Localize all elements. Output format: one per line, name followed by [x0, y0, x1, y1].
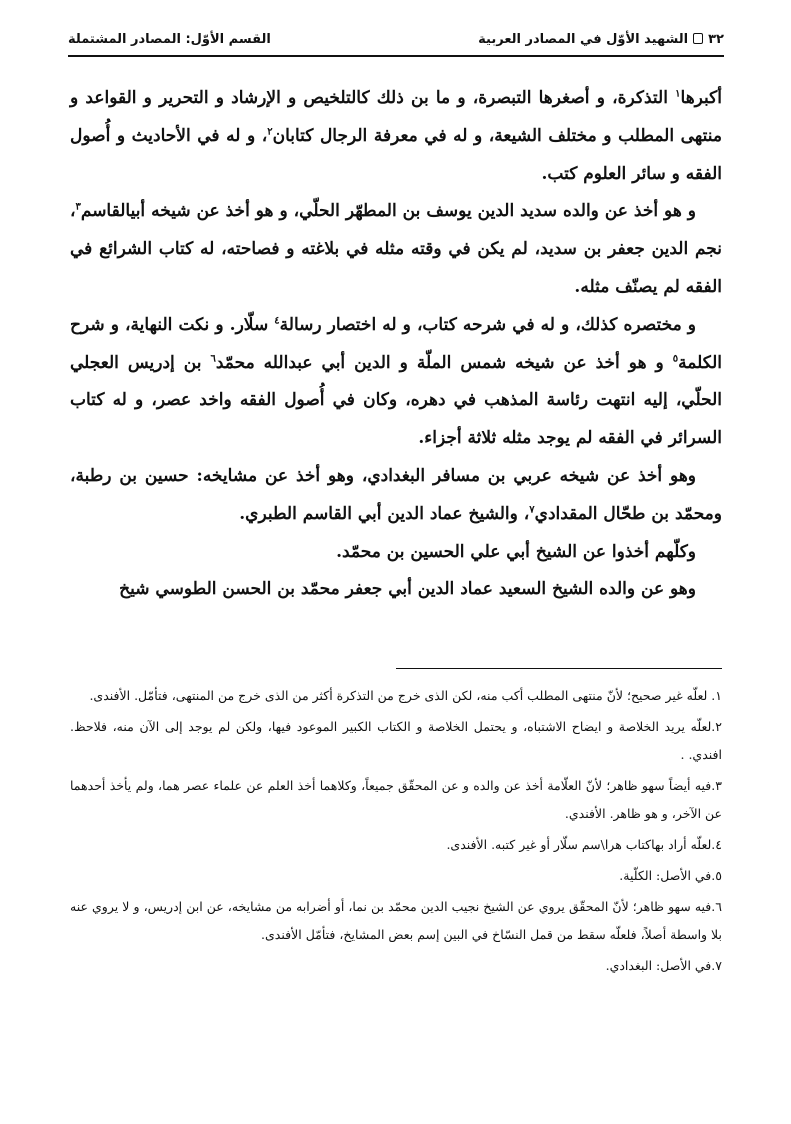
text-run: أكبرها — [680, 88, 722, 108]
footnote-number: ٣. — [711, 778, 722, 793]
footnote-text: فيه أيضاً سهو ظاهر؛ لأنّ العلّامة أخذ عن والده و عن المحقّق جميعاً، وكلاهما أخذ العلم عن علماء عصر هما، ولم يأخذ أحدهما عن الآخر، و هو ظاهر. الأفندي. — [70, 778, 722, 821]
footnote-number: ١. — [707, 688, 722, 703]
footnote-text: لعلّه أراد بهاكتاب هرا\سم سلّار أو غير كتبه. الأفندى. — [446, 837, 712, 852]
paragraph-6: وهو عن والده الشيخ السعيد عماد الدين أبي جعفر محمّد بن الحسن الطوسي شيخ — [119, 579, 696, 600]
footnote-divider — [396, 668, 722, 669]
footnote-ref-4: ٤ — [274, 315, 280, 327]
footnote-5 — [70, 862, 722, 890]
footnote-text: لعلّه غير صحيح؛ لأنّ منتهى المطلب أكب منه، لكن الذى خرج من التذكرة أكثر من الذى خرج من المنتهى، فتأمّل. الأفندى. — [89, 688, 708, 703]
text-run: ، و له في الأحاديث و أُصول الفقه و سائر العلوم كتب. — [70, 125, 722, 184]
footnote-number: ٦. — [711, 899, 722, 914]
page-number: ٣٢ — [708, 32, 724, 47]
paragraph-5: وكلّهم أخذوا عن الشيخ أبي علي الحسين بن محمّد. — [336, 541, 696, 562]
section-title: القسم الأوّل: المصادر المشتملة — [68, 32, 271, 47]
header-divider — [68, 55, 724, 57]
paragraph-4 — [70, 458, 722, 534]
running-header — [68, 30, 724, 52]
text-run: ، نجم الدين جعفر بن سديد، لم يكن في وقته مثله في بلاغته و فصاحته، له كتاب الشرائع في الفقه لم يصنّف مثله. — [70, 201, 722, 297]
footnote-7 — [70, 952, 722, 980]
footnote-4 — [70, 831, 722, 859]
footnote-number: ٧. — [711, 958, 722, 973]
paragraph-2 — [70, 193, 722, 306]
square-ornament-icon — [693, 33, 703, 44]
text-run: التذكرة، و أصغرها التبصرة، و ما بن ذلك كالتلخيص و الإرشاد و التحرير و القواعد و منتهى المطلب و مختلف الشيعة، و له في معرفة الرجال كتابان — [70, 88, 722, 146]
text-run: وهو أخذ عن شيخه عربي بن مسافر البغدادي، وهو أخذ عن مشايخه: حسين بن رطبة، ومحمّد بن طحّال المقدادي — [70, 465, 722, 524]
header-title-group — [478, 32, 724, 47]
text-run: و هو أخذ عن والده سديد الدين يوسف بن المطهّر الحلّي، و هو أخذ عن شيخه أبيالقاسم — [80, 201, 696, 222]
footnote-number: ٤. — [711, 837, 722, 852]
text-run: و مختصره كذلك، و له في شرحه كتاب، و له اختصار رسالة — [279, 314, 696, 335]
footnote-text: في الأصل: الكلّية. — [619, 868, 712, 883]
footnote-ref-7: ٧ — [529, 504, 535, 516]
footnote-6 — [70, 893, 722, 949]
footnote-number: ٥. — [711, 868, 722, 883]
footnote-ref-6: ٦ — [210, 352, 216, 364]
footnote-ref-2: ٢ — [267, 126, 273, 138]
footnote-3 — [70, 772, 722, 828]
footnote-text: لعلّه يريد الخلاصة و ايضاح الاشتباه، و يحتمل الخلاصة و الكتاب الكبير الموعود فيها، ولكن لم يوجد إلى الآن منه، فلاحظ. افندي. . — [70, 719, 722, 762]
text-run: سلّار. و نكت النهاية، و شرح الكلمة — [70, 314, 722, 373]
footnote-text: فيه سهو ظاهر؛ لأنّ المحقّق يروي عن الشيخ نجيب الدين محمّد بن نما، أو أضرابه من مشايخه، عن ابن إدريس، و لا يروي عنه بلا واسطة أصلاً، فلعلّه سقط من قمل النسّاخ في البين إسم بعض المشايخ، فتأمّل الأفندى. — [70, 899, 722, 942]
footnote-ref-5: ٥ — [672, 352, 679, 364]
footnote-ref-1: ١ — [675, 88, 681, 100]
paragraph-3 — [70, 307, 722, 458]
footnote-1 — [70, 682, 722, 710]
footnotes — [70, 682, 722, 983]
text-run: ، والشيخ عماد الدين أبي القاسم الطبري. — [239, 503, 530, 524]
text-run: بن إدريس العجلي الحلّي، إليه انتهت رئاسة المذهب في دهره، وكان في أُصول الفقه واخد عصر، و له كتاب السرائر في الفقه لم يوجد مثله ثلاثة أجزاء. — [70, 352, 722, 449]
footnote-number: ٢. — [711, 719, 722, 734]
book-title: الشهيد الأوّل في المصادر العربية — [478, 32, 689, 47]
footnote-ref-3: ٣ — [75, 201, 81, 213]
footnote-text: في الأصل: البغدادي. — [605, 958, 712, 973]
main-text — [70, 80, 722, 609]
footnote-2 — [70, 713, 722, 769]
paragraph-1 — [70, 80, 722, 193]
text-run: و هو أخذ عن شيخه شمس الملّة و الدين أبي عبدالله محمّد — [215, 352, 673, 373]
